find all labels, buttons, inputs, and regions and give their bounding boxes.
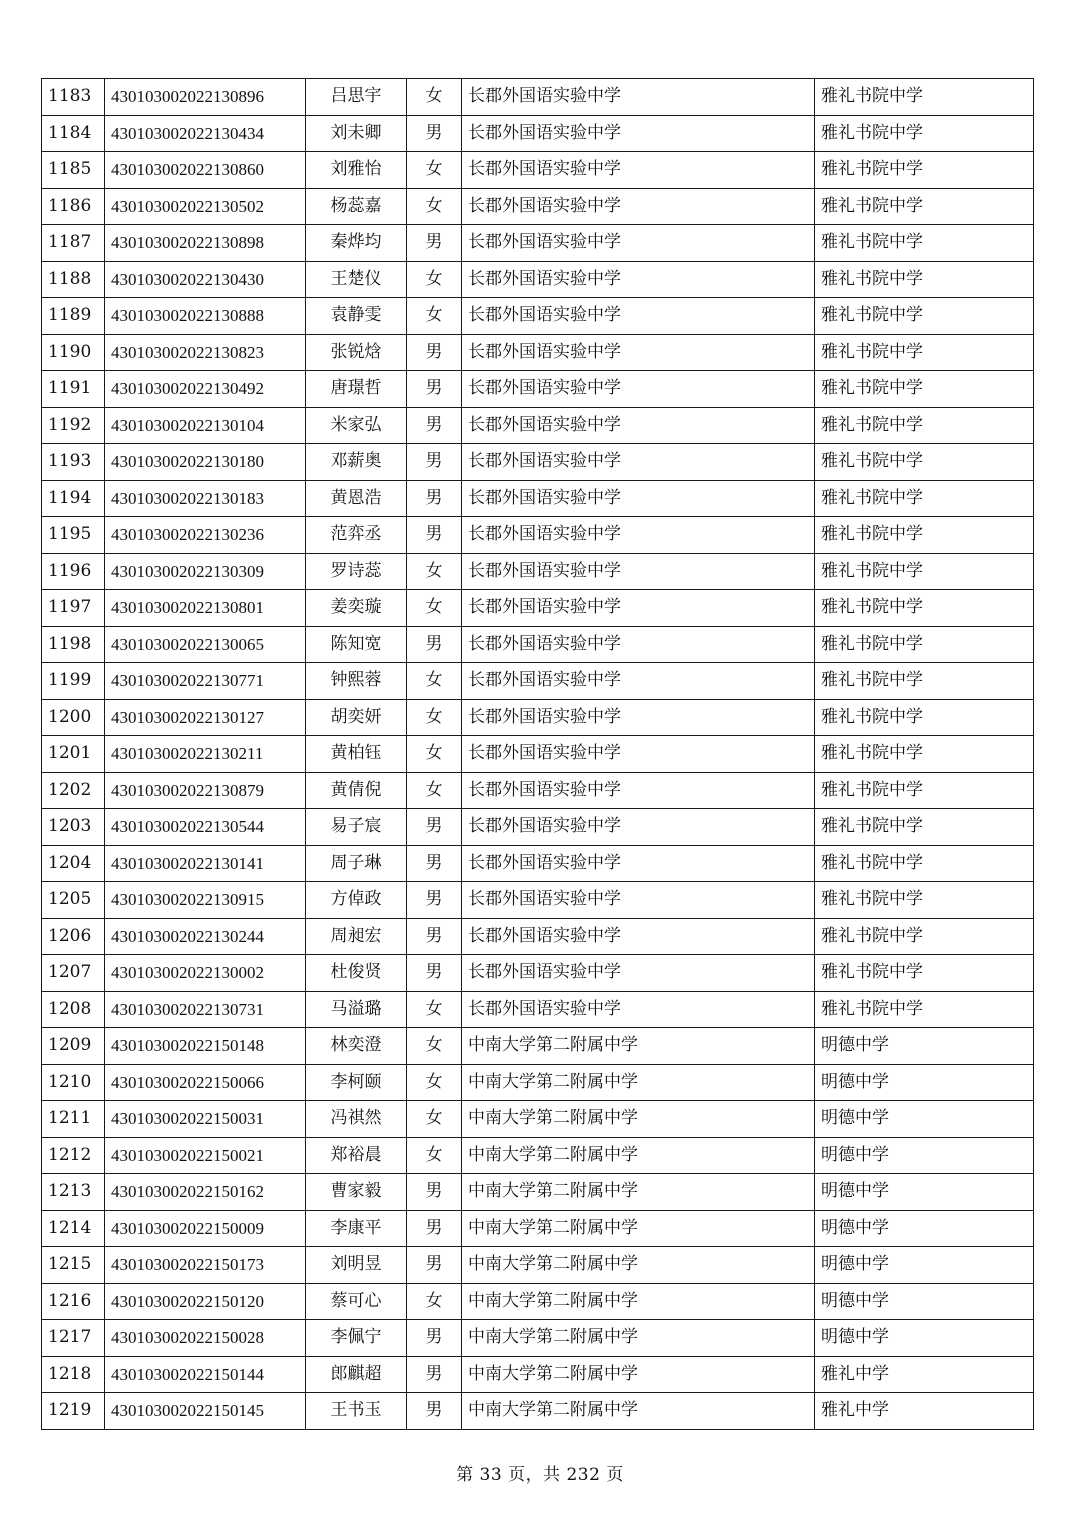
student-gender-cell: 女 (407, 188, 462, 225)
origin-school-cell: 长郡外国语实验中学 (462, 444, 815, 481)
admitted-school-cell: 雅礼书院中学 (815, 590, 1034, 627)
origin-school-cell: 中南大学第二附属中学 (462, 1320, 815, 1357)
admitted-school-cell: 雅礼书院中学 (815, 371, 1034, 408)
student-gender-cell: 男 (407, 1174, 462, 1211)
student-id-cell: 430103002022150145 (105, 1393, 306, 1430)
student-id-cell: 430103002022130879 (105, 772, 306, 809)
student-gender-cell: 女 (407, 590, 462, 627)
row-number-cell: 1187 (42, 225, 105, 262)
admitted-school-cell: 雅礼书院中学 (815, 517, 1034, 554)
row-number-cell: 1204 (42, 845, 105, 882)
student-name-cell: 王书玉 (306, 1393, 407, 1430)
origin-school-cell: 长郡外国语实验中学 (462, 772, 815, 809)
student-name-cell: 邓薪奥 (306, 444, 407, 481)
row-number-cell: 1184 (42, 115, 105, 152)
student-gender-cell: 男 (407, 334, 462, 371)
table-row (42, 1028, 1034, 1065)
student-gender-cell: 女 (407, 699, 462, 736)
admitted-school-cell: 雅礼书院中学 (815, 918, 1034, 955)
student-gender-cell: 女 (407, 1137, 462, 1174)
student-id-cell: 430103002022130309 (105, 553, 306, 590)
student-id-cell: 430103002022130731 (105, 991, 306, 1028)
student-name-cell: 刘雅怡 (306, 152, 407, 189)
student-gender-cell: 男 (407, 480, 462, 517)
row-number-cell: 1205 (42, 882, 105, 919)
table-row (42, 1137, 1034, 1174)
row-number-cell: 1214 (42, 1210, 105, 1247)
row-number-cell: 1183 (42, 79, 105, 116)
student-gender-cell: 男 (407, 809, 462, 846)
origin-school-cell: 长郡外国语实验中学 (462, 79, 815, 116)
student-name-cell: 秦烨均 (306, 225, 407, 262)
row-number-cell: 1208 (42, 991, 105, 1028)
row-number-cell: 1196 (42, 553, 105, 590)
student-id-cell: 430103002022130127 (105, 699, 306, 736)
table-row (42, 371, 1034, 408)
table-row (42, 1064, 1034, 1101)
origin-school-cell: 中南大学第二附属中学 (462, 1064, 815, 1101)
table-row (42, 991, 1034, 1028)
student-id-cell: 430103002022130823 (105, 334, 306, 371)
row-number-cell: 1206 (42, 918, 105, 955)
table-row (42, 663, 1034, 700)
row-number-cell: 1195 (42, 517, 105, 554)
origin-school-cell: 长郡外国语实验中学 (462, 115, 815, 152)
student-id-cell: 430103002022130502 (105, 188, 306, 225)
student-name-cell: 马溢璐 (306, 991, 407, 1028)
origin-school-cell: 长郡外国语实验中学 (462, 371, 815, 408)
row-number-cell: 1188 (42, 261, 105, 298)
admitted-school-cell: 雅礼书院中学 (815, 736, 1034, 773)
table-row (42, 79, 1034, 116)
admitted-school-cell: 雅礼书院中学 (815, 261, 1034, 298)
origin-school-cell: 长郡外国语实验中学 (462, 152, 815, 189)
admitted-school-cell: 雅礼中学 (815, 1393, 1034, 1430)
admitted-school-cell: 明德中学 (815, 1064, 1034, 1101)
student-gender-cell: 男 (407, 882, 462, 919)
student-name-cell: 曹家毅 (306, 1174, 407, 1211)
row-number-cell: 1210 (42, 1064, 105, 1101)
student-id-cell: 430103002022130888 (105, 298, 306, 335)
admitted-school-cell: 雅礼书院中学 (815, 882, 1034, 919)
table-row (42, 553, 1034, 590)
origin-school-cell: 长郡外国语实验中学 (462, 407, 815, 444)
origin-school-cell: 长郡外国语实验中学 (462, 809, 815, 846)
row-number-cell: 1199 (42, 663, 105, 700)
student-gender-cell: 男 (407, 1356, 462, 1393)
origin-school-cell: 长郡外国语实验中学 (462, 991, 815, 1028)
admitted-school-cell: 雅礼书院中学 (815, 334, 1034, 371)
student-id-cell: 430103002022130183 (105, 480, 306, 517)
table-row (42, 736, 1034, 773)
student-gender-cell: 女 (407, 772, 462, 809)
admitted-school-cell: 明德中学 (815, 1101, 1034, 1138)
table-row (42, 955, 1034, 992)
row-number-cell: 1212 (42, 1137, 105, 1174)
student-name-cell: 周昶宏 (306, 918, 407, 955)
student-id-cell: 430103002022150120 (105, 1283, 306, 1320)
student-gender-cell: 男 (407, 371, 462, 408)
table-row (42, 1320, 1034, 1357)
row-number-cell: 1207 (42, 955, 105, 992)
origin-school-cell: 中南大学第二附属中学 (462, 1101, 815, 1138)
origin-school-cell: 长郡外国语实验中学 (462, 553, 815, 590)
student-gender-cell: 男 (407, 407, 462, 444)
student-gender-cell: 女 (407, 663, 462, 700)
admitted-school-cell: 雅礼书院中学 (815, 225, 1034, 262)
table-row (42, 1356, 1034, 1393)
student-id-cell: 430103002022130141 (105, 845, 306, 882)
student-name-cell: 李佩宁 (306, 1320, 407, 1357)
student-id-cell: 430103002022150028 (105, 1320, 306, 1357)
student-name-cell: 米家弘 (306, 407, 407, 444)
origin-school-cell: 长郡外国语实验中学 (462, 188, 815, 225)
student-gender-cell: 男 (407, 845, 462, 882)
row-number-cell: 1215 (42, 1247, 105, 1284)
admitted-school-cell: 明德中学 (815, 1320, 1034, 1357)
student-gender-cell: 女 (407, 736, 462, 773)
admitted-school-cell: 雅礼书院中学 (815, 955, 1034, 992)
admitted-school-cell: 雅礼书院中学 (815, 699, 1034, 736)
student-id-cell: 430103002022130898 (105, 225, 306, 262)
student-gender-cell: 男 (407, 918, 462, 955)
row-number-cell: 1186 (42, 188, 105, 225)
table-row (42, 809, 1034, 846)
student-id-cell: 430103002022130180 (105, 444, 306, 481)
admitted-school-cell: 雅礼书院中学 (815, 663, 1034, 700)
student-id-cell: 430103002022130065 (105, 626, 306, 663)
student-name-cell: 刘明昱 (306, 1247, 407, 1284)
student-name-cell: 袁静雯 (306, 298, 407, 335)
table-row (42, 1393, 1034, 1430)
student-name-cell: 陈知宽 (306, 626, 407, 663)
origin-school-cell: 长郡外国语实验中学 (462, 736, 815, 773)
student-gender-cell: 女 (407, 298, 462, 335)
student-gender-cell: 女 (407, 1028, 462, 1065)
row-number-cell: 1185 (42, 152, 105, 189)
page-footer: 第 33 页，共 232 页 (456, 1465, 624, 1485)
student-gender-cell: 男 (407, 517, 462, 554)
student-name-cell: 李柯颐 (306, 1064, 407, 1101)
admitted-school-cell: 雅礼书院中学 (815, 115, 1034, 152)
origin-school-cell: 长郡外国语实验中学 (462, 517, 815, 554)
student-name-cell: 张锐焓 (306, 334, 407, 371)
origin-school-cell: 中南大学第二附属中学 (462, 1356, 815, 1393)
origin-school-cell: 长郡外国语实验中学 (462, 480, 815, 517)
admitted-school-cell: 雅礼书院中学 (815, 772, 1034, 809)
admitted-school-cell: 雅礼书院中学 (815, 626, 1034, 663)
student-name-cell: 杨蕊嘉 (306, 188, 407, 225)
roster-sheet (41, 78, 1034, 1430)
admitted-school-cell: 明德中学 (815, 1137, 1034, 1174)
origin-school-cell: 长郡外国语实验中学 (462, 882, 815, 919)
student-name-cell: 杜俊贤 (306, 955, 407, 992)
row-number-cell: 1200 (42, 699, 105, 736)
origin-school-cell: 长郡外国语实验中学 (462, 699, 815, 736)
student-gender-cell: 女 (407, 261, 462, 298)
table-row (42, 1247, 1034, 1284)
table-row (42, 225, 1034, 262)
student-id-cell: 430103002022150144 (105, 1356, 306, 1393)
row-number-cell: 1219 (42, 1393, 105, 1430)
origin-school-cell: 长郡外国语实验中学 (462, 663, 815, 700)
roster-table (41, 78, 1034, 1430)
student-id-cell: 430103002022130434 (105, 115, 306, 152)
student-id-cell: 430103002022130915 (105, 882, 306, 919)
row-number-cell: 1201 (42, 736, 105, 773)
student-gender-cell: 女 (407, 1064, 462, 1101)
origin-school-cell: 长郡外国语实验中学 (462, 298, 815, 335)
student-name-cell: 姜奕璇 (306, 590, 407, 627)
table-row (42, 1210, 1034, 1247)
table-row (42, 699, 1034, 736)
row-number-cell: 1190 (42, 334, 105, 371)
admitted-school-cell: 明德中学 (815, 1247, 1034, 1284)
admitted-school-cell: 雅礼书院中学 (815, 480, 1034, 517)
table-row (42, 772, 1034, 809)
admitted-school-cell: 明德中学 (815, 1028, 1034, 1065)
row-number-cell: 1194 (42, 480, 105, 517)
row-number-cell: 1198 (42, 626, 105, 663)
origin-school-cell: 中南大学第二附属中学 (462, 1210, 815, 1247)
student-id-cell: 430103002022150173 (105, 1247, 306, 1284)
student-id-cell: 430103002022130002 (105, 955, 306, 992)
admitted-school-cell: 雅礼书院中学 (815, 809, 1034, 846)
student-name-cell: 胡奕妍 (306, 699, 407, 736)
student-id-cell: 430103002022130771 (105, 663, 306, 700)
origin-school-cell: 长郡外国语实验中学 (462, 626, 815, 663)
row-number-cell: 1217 (42, 1320, 105, 1357)
admitted-school-cell: 雅礼书院中学 (815, 991, 1034, 1028)
student-id-cell: 430103002022130211 (105, 736, 306, 773)
roster-table-body (42, 79, 1034, 1430)
student-gender-cell: 女 (407, 991, 462, 1028)
student-gender-cell: 女 (407, 79, 462, 116)
admitted-school-cell: 雅礼书院中学 (815, 79, 1034, 116)
student-id-cell: 430103002022130492 (105, 371, 306, 408)
student-id-cell: 430103002022130544 (105, 809, 306, 846)
student-name-cell: 李康平 (306, 1210, 407, 1247)
student-id-cell: 430103002022130896 (105, 79, 306, 116)
student-name-cell: 黄倩倪 (306, 772, 407, 809)
student-gender-cell: 男 (407, 1247, 462, 1284)
origin-school-cell: 长郡外国语实验中学 (462, 918, 815, 955)
table-row (42, 845, 1034, 882)
student-gender-cell: 男 (407, 444, 462, 481)
student-name-cell: 唐璟哲 (306, 371, 407, 408)
row-number-cell: 1192 (42, 407, 105, 444)
admitted-school-cell: 明德中学 (815, 1210, 1034, 1247)
row-number-cell: 1216 (42, 1283, 105, 1320)
student-id-cell: 430103002022150021 (105, 1137, 306, 1174)
student-id-cell: 430103002022130104 (105, 407, 306, 444)
student-name-cell: 吕思宇 (306, 79, 407, 116)
origin-school-cell: 中南大学第二附属中学 (462, 1247, 815, 1284)
admitted-school-cell: 明德中学 (815, 1174, 1034, 1211)
table-row (42, 407, 1034, 444)
admitted-school-cell: 雅礼书院中学 (815, 553, 1034, 590)
student-gender-cell: 男 (407, 115, 462, 152)
student-id-cell: 430103002022130860 (105, 152, 306, 189)
origin-school-cell: 长郡外国语实验中学 (462, 225, 815, 262)
table-row (42, 626, 1034, 663)
row-number-cell: 1197 (42, 590, 105, 627)
student-gender-cell: 男 (407, 225, 462, 262)
student-gender-cell: 男 (407, 1320, 462, 1357)
table-row (42, 918, 1034, 955)
student-id-cell: 430103002022150162 (105, 1174, 306, 1211)
origin-school-cell: 中南大学第二附属中学 (462, 1283, 815, 1320)
student-id-cell: 430103002022130244 (105, 918, 306, 955)
admitted-school-cell: 雅礼中学 (815, 1356, 1034, 1393)
origin-school-cell: 中南大学第二附属中学 (462, 1393, 815, 1430)
admitted-school-cell: 雅礼书院中学 (815, 298, 1034, 335)
row-number-cell: 1213 (42, 1174, 105, 1211)
origin-school-cell: 中南大学第二附属中学 (462, 1174, 815, 1211)
student-id-cell: 430103002022130430 (105, 261, 306, 298)
student-gender-cell: 男 (407, 955, 462, 992)
student-id-cell: 430103002022150148 (105, 1028, 306, 1065)
student-name-cell: 郎麒超 (306, 1356, 407, 1393)
admitted-school-cell: 明德中学 (815, 1283, 1034, 1320)
table-row (42, 152, 1034, 189)
table-row (42, 882, 1034, 919)
admitted-school-cell: 雅礼书院中学 (815, 152, 1034, 189)
admitted-school-cell: 雅礼书院中学 (815, 845, 1034, 882)
student-name-cell: 周子琳 (306, 845, 407, 882)
student-name-cell: 黄恩浩 (306, 480, 407, 517)
student-name-cell: 易子宸 (306, 809, 407, 846)
table-row (42, 1101, 1034, 1138)
origin-school-cell: 中南大学第二附属中学 (462, 1028, 815, 1065)
origin-school-cell: 长郡外国语实验中学 (462, 845, 815, 882)
student-id-cell: 430103002022150009 (105, 1210, 306, 1247)
row-number-cell: 1203 (42, 809, 105, 846)
table-row (42, 261, 1034, 298)
student-gender-cell: 男 (407, 1393, 462, 1430)
student-id-cell: 430103002022130801 (105, 590, 306, 627)
row-number-cell: 1211 (42, 1101, 105, 1138)
admitted-school-cell: 雅礼书院中学 (815, 444, 1034, 481)
row-number-cell: 1218 (42, 1356, 105, 1393)
origin-school-cell: 长郡外国语实验中学 (462, 955, 815, 992)
student-name-cell: 刘未卿 (306, 115, 407, 152)
origin-school-cell: 中南大学第二附属中学 (462, 1137, 815, 1174)
row-number-cell: 1189 (42, 298, 105, 335)
student-name-cell: 林奕澄 (306, 1028, 407, 1065)
student-name-cell: 冯祺然 (306, 1101, 407, 1138)
table-row (42, 1283, 1034, 1320)
student-name-cell: 方倬政 (306, 882, 407, 919)
admitted-school-cell: 雅礼书院中学 (815, 188, 1034, 225)
student-id-cell: 430103002022150066 (105, 1064, 306, 1101)
table-row (42, 188, 1034, 225)
student-name-cell: 范弈丞 (306, 517, 407, 554)
table-row (42, 517, 1034, 554)
table-row (42, 444, 1034, 481)
student-name-cell: 郑裕晨 (306, 1137, 407, 1174)
student-gender-cell: 女 (407, 553, 462, 590)
student-id-cell: 430103002022150031 (105, 1101, 306, 1138)
student-gender-cell: 女 (407, 152, 462, 189)
origin-school-cell: 长郡外国语实验中学 (462, 334, 815, 371)
table-row (42, 480, 1034, 517)
origin-school-cell: 长郡外国语实验中学 (462, 261, 815, 298)
origin-school-cell: 长郡外国语实验中学 (462, 590, 815, 627)
student-id-cell: 430103002022130236 (105, 517, 306, 554)
table-row (42, 298, 1034, 335)
student-name-cell: 蔡可心 (306, 1283, 407, 1320)
student-name-cell: 罗诗蕊 (306, 553, 407, 590)
row-number-cell: 1202 (42, 772, 105, 809)
table-row (42, 115, 1034, 152)
student-gender-cell: 男 (407, 626, 462, 663)
admitted-school-cell: 雅礼书院中学 (815, 407, 1034, 444)
table-row (42, 334, 1034, 371)
table-row (42, 1174, 1034, 1211)
student-name-cell: 王楚仪 (306, 261, 407, 298)
row-number-cell: 1209 (42, 1028, 105, 1065)
row-number-cell: 1191 (42, 371, 105, 408)
table-row (42, 590, 1034, 627)
student-name-cell: 黄柏钰 (306, 736, 407, 773)
student-gender-cell: 女 (407, 1283, 462, 1320)
student-name-cell: 钟熙蓉 (306, 663, 407, 700)
row-number-cell: 1193 (42, 444, 105, 481)
student-gender-cell: 女 (407, 1101, 462, 1138)
student-gender-cell: 男 (407, 1210, 462, 1247)
